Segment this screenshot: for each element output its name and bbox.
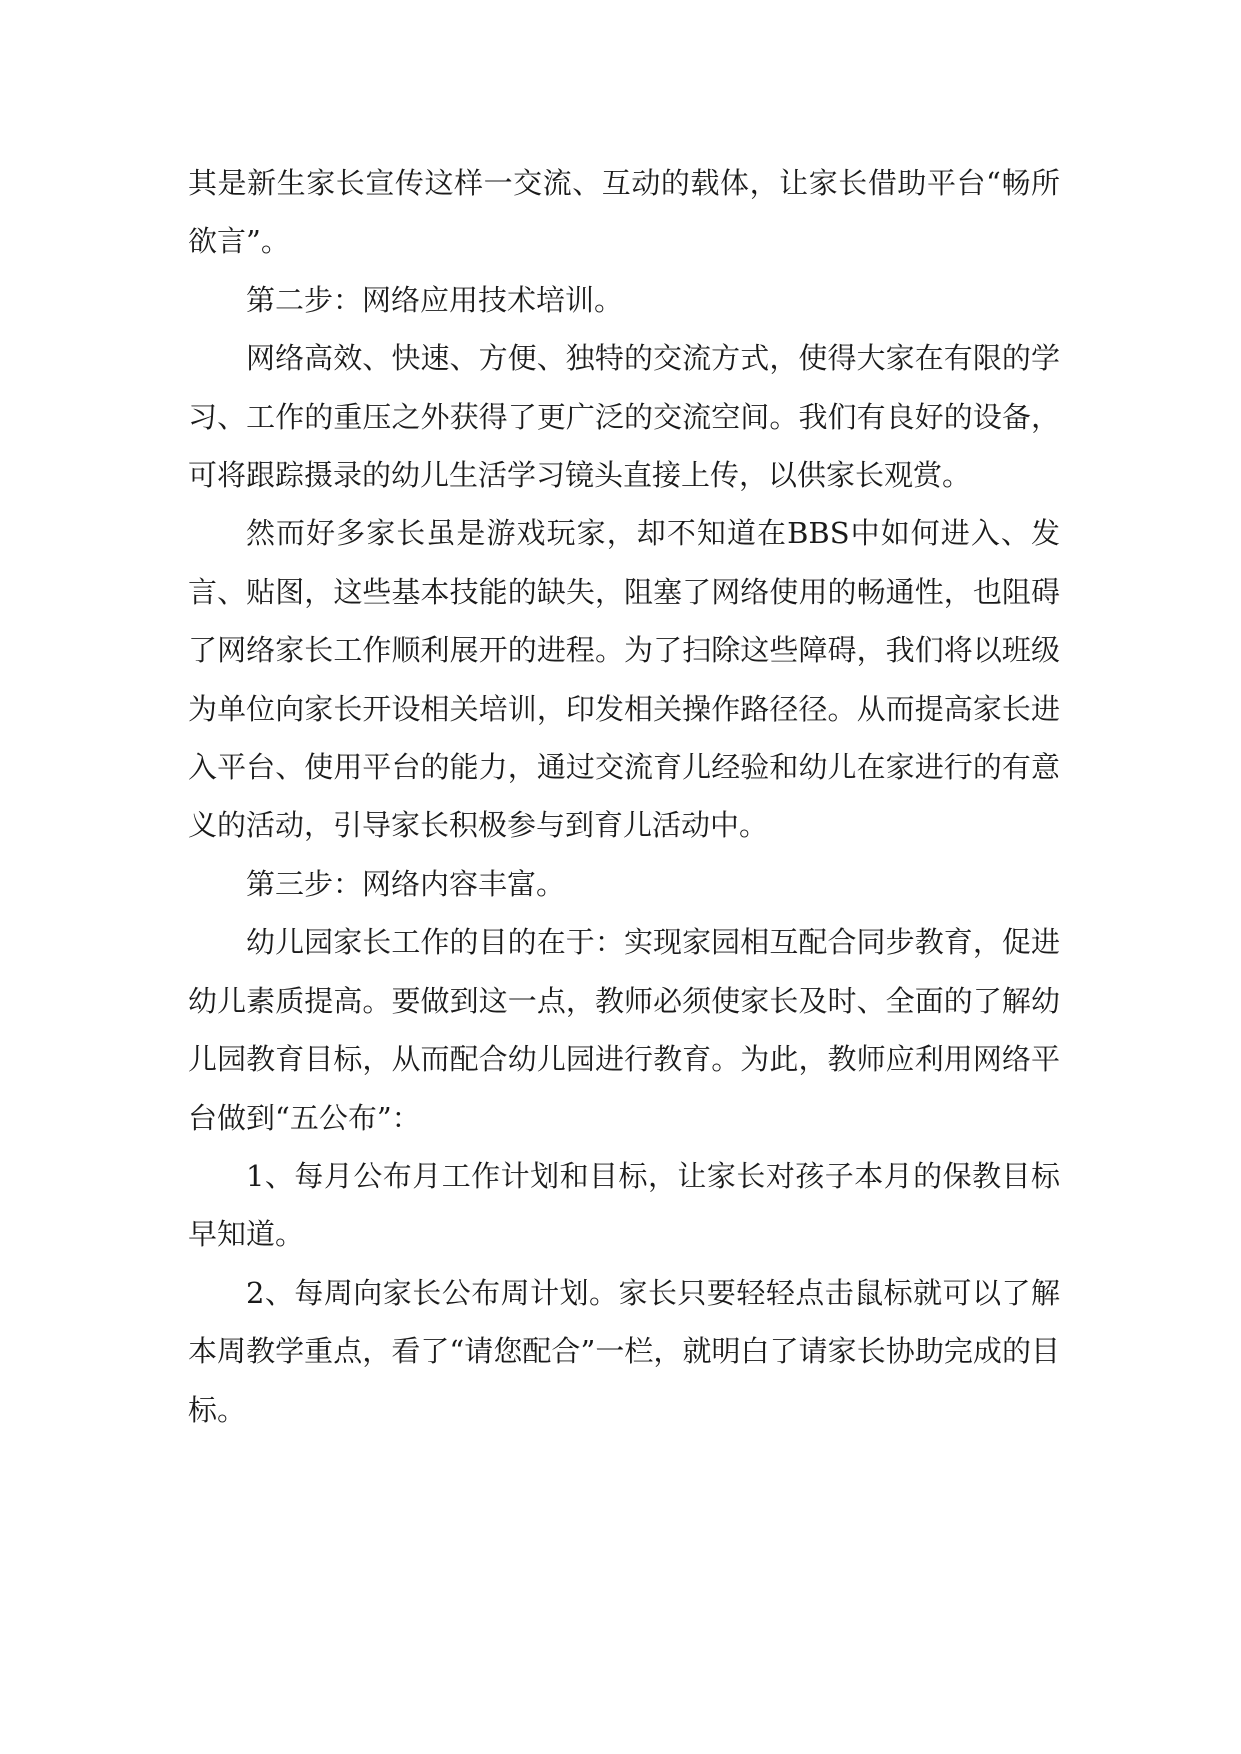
paragraph-item-one: 1、每月公布月工作计划和目标，让家长对孩子本月的保教目标早知道。 <box>188 1158 1060 1252</box>
document-body <box>188 154 1060 1439</box>
paragraph-step-three-heading: 第三步：网络内容丰富。 <box>246 866 566 901</box>
paragraph-item-two: 2、每周向家长公布周计划。家长只要轻轻点击鼠标就可以了解本周教学重点，看了“请您配合”一栏，就明白了请家长协助完成的目标。 <box>188 1275 1060 1427</box>
paragraph-work-purpose: 幼儿园家长工作的目的在于：实现家园相互配合同步教育，促进幼儿素质提高。要做到这一点，教师必须使家长及时、全面的了解幼儿园教育目标，从而配合幼儿园进行教育。为此，教师应利用网络平台做到“五公布”： <box>188 925 1060 1135</box>
paragraph-continuation: 其是新生家长宣传这样一交流、互动的载体，让家长借助平台“畅所欲言”。 <box>188 166 1060 259</box>
paragraph-parent-training: 然而好多家长虽是游戏玩家，却不知道在BBS中如何进入、发言、贴图，这些基本技能的缺失，阻塞了网络使用的畅通性，也阻碍了网络家长工作顺利展开的进程。为了扫除这些障碍，我们将以班级为单位向家长开设相关培训，印发相关操作路径径。从而提高家长进入平台、使用平台的能力，通过交流育儿经验和幼儿在家进行的有意义的活动，引导家长积极参与到育儿活动中。 <box>188 516 1060 843</box>
paragraph-step-two-heading: 第二步：网络应用技术培训。 <box>246 282 624 317</box>
paragraph-network-exchange: 网络高效、快速、方便、独特的交流方式，使得大家在有限的学习、工作的重压之外获得了更广泛的交流空间。我们有良好的设备，可将跟踪摄录的幼儿生活学习镜头直接上传，以供家长观赏。 <box>188 341 1060 493</box>
